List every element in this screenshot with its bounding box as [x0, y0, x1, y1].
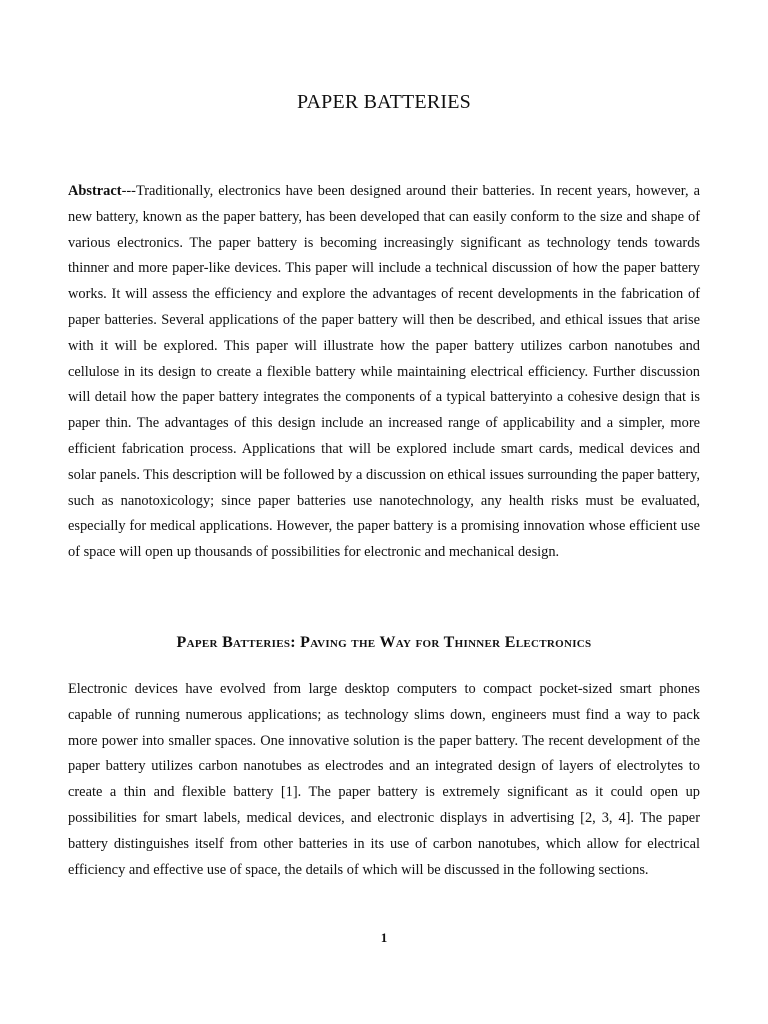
abstract-text: Traditionally, electronics have been designed around their batteries. In recent years, however, a new battery, known as the paper battery, has been developed that can easily conform to the size and shape of various electronics. The paper battery is becoming increasingly significant as technology tends towards thinner and more paper-like devices. This paper will include a technical discussion of how the paper battery works. It will assess the efficiency and explore the advantages of recent developments in the fabrication of paper batteries. Several applications of the paper battery will then be described, and ethical issues that arise with it will be explored. This paper will illustrate how the paper battery utilizes carbon nanotubes and cellulose in its design to create a flexible battery while maintaining electrical efficiency. Further discussion will detail how the paper battery integrates the components of a typical batteryinto a cohesive design that is paper thin. The advantages of this design include an increased range of applicability and a simpler, more efficient fabrication process. Applications that will be explored include smart cards, medical devices and solar panels. This description will be followed by a discussion on ethical issues surrounding the paper battery, such as nanotoxicology; since paper batteries use nanotechnology, any health risks must be evaluated, especially for medical applications. However, the paper battery is a promising innovation whose efficient use of space will open up thousands of possibilities for electronic and mechanical design.	[68, 183, 700, 561]
section-heading: Paper Batteries: Paving the Way for Thinner Electronics	[176, 634, 592, 651]
abstract-label: Abstract	[68, 183, 122, 199]
paper-title: PAPER BATTERIES	[297, 91, 471, 113]
section-paragraph: Electronic devices have evolved from large desktop computers to compact pocket-sized smart phones capable of running numerous applications; as technology slims down, engineers must find a way to pack more power into smaller spaces. One innovative solution is the paper battery. The recent development of the paper battery utilizes carbon nanotubes as electrodes and an integrated design of layers of electrolytes to create a thin and flexible battery [1]. The paper battery is extremely significant as it could open up possibilities for smart labels, medical devices, and electronic displays in advertising [2, 3, 4]. The paper battery distinguishes itself from other batteries in its use of carbon nanotubes, which allow for electrical efficiency and effective use of space, the details of which will be discussed in the following sections.	[68, 681, 700, 878]
page-number: 1	[380, 930, 388, 945]
abstract-separator: ---	[121, 183, 136, 199]
abstract-paragraph	[68, 179, 700, 566]
